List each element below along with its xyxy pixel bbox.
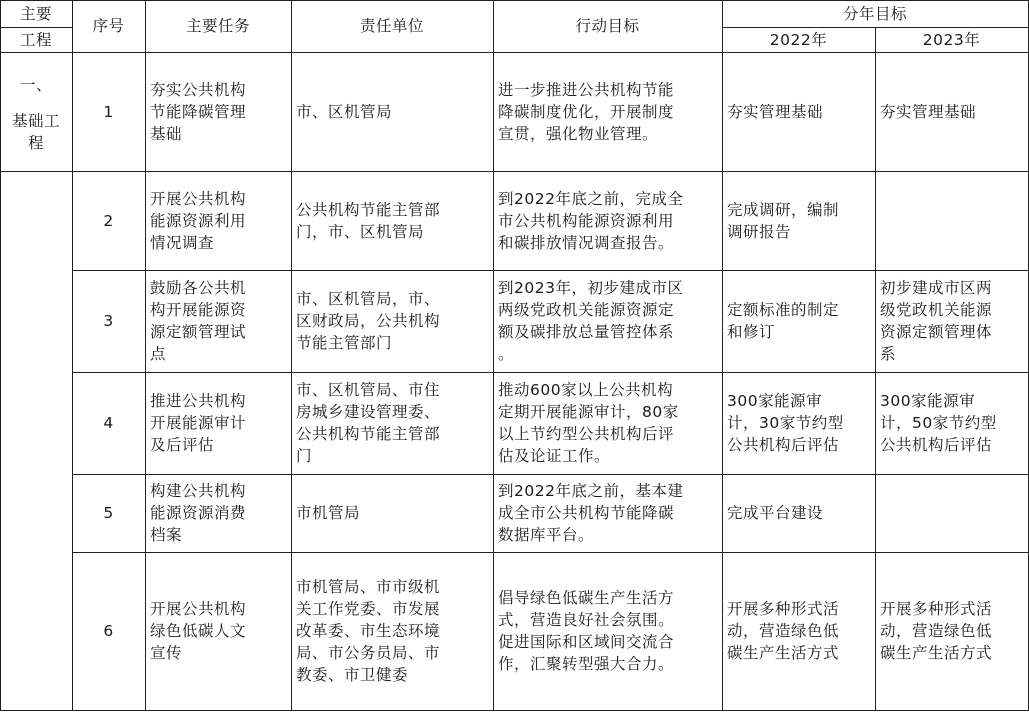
- row-goal-line: 宣贯，强化物业管理。: [498, 124, 659, 143]
- row-task-line: 能源资源利用: [150, 211, 247, 230]
- row-task: [145, 171, 291, 270]
- row-target-2023-line: 级党政机关能源: [880, 301, 993, 319]
- column-divider: [0, 0, 1, 711]
- row-goal-line: 到2022年底之前，完成全: [498, 189, 684, 208]
- row-task-line: 夯实公共机构: [150, 80, 247, 99]
- row-task-line: 节能降碳管理: [150, 102, 247, 121]
- column-divider: [145, 0, 146, 711]
- row-task: [145, 270, 291, 372]
- row-target-2022-line: 动，营造绿色低: [727, 622, 840, 640]
- header-seq-line: 序号: [92, 17, 125, 35]
- column-divider: [291, 0, 292, 711]
- row-unit-line: 房城乡建设管理委、: [296, 403, 441, 421]
- row-goal-line: 估及论证工作。: [498, 447, 611, 465]
- header-goal-line: 行动目标: [575, 17, 640, 35]
- header-task-line: 主要任务: [185, 17, 250, 35]
- row-unit: [291, 552, 493, 710]
- row-target-2022: [722, 171, 875, 270]
- column-divider: [875, 27, 876, 711]
- row-task-line: 鼓励各公共机: [150, 279, 247, 297]
- column-divider: [493, 0, 494, 711]
- row-task-line: 推进公共机构: [150, 392, 247, 410]
- row-target-2022: [722, 372, 875, 474]
- row-target-2022: [722, 270, 875, 372]
- row-task-line: 宣传: [150, 644, 183, 662]
- row-target-2022-line: 公共机构后评估: [727, 436, 840, 454]
- row-seq: [72, 372, 145, 474]
- row-goal-line: 到2023年，初步建成市区: [498, 279, 684, 297]
- row-goal-line: 市公共机构能源资源利用: [498, 211, 675, 230]
- row-target-2022-line: 调研报告: [727, 222, 792, 241]
- row-goal-line: 成全市公共机构节能降碳: [498, 504, 675, 522]
- row-unit-line: 市机管局、市市级机: [296, 578, 441, 596]
- row-target-2023-line: 碳生产生活方式: [880, 644, 993, 662]
- row-target-2023: [875, 474, 1028, 552]
- row-target-2023-line: 初步建成市区两: [880, 279, 993, 297]
- column-divider: [72, 0, 73, 711]
- header-main-project-line1: [0, 0, 72, 27]
- row-seq: [72, 171, 145, 270]
- row-target-2022-line: 开展多种形式活: [727, 600, 840, 618]
- header-2022: [722, 27, 875, 52]
- row-goal: [493, 552, 722, 710]
- row-unit-line: 门: [296, 447, 313, 465]
- row-task-line: 开展能源审计: [150, 414, 247, 432]
- row-task-line: 绿色低碳人文: [150, 622, 247, 640]
- group-divider: [0, 171, 30, 172]
- row-task-line: 开展公共机构: [150, 600, 247, 618]
- row-goal-line: 到2022年底之前，基本建: [498, 482, 684, 500]
- row-goal-line: 和碳排放情况调查报告。: [498, 233, 675, 252]
- row-seq: [72, 474, 145, 552]
- row-task-line: 源定额管理试: [150, 323, 247, 341]
- row-goal: [493, 474, 722, 552]
- row-target-2022: [722, 552, 875, 710]
- row-task-line: 构开展能源资: [150, 301, 247, 319]
- row-target-2023-line: 夯实管理基础: [880, 102, 977, 121]
- border-top: [0, 0, 1029, 1]
- row-unit-line: 市机管局: [296, 504, 361, 522]
- row-divider: [72, 372, 1029, 373]
- header-2023: [875, 27, 1028, 52]
- row-unit-line: 公共机构节能主管部: [296, 425, 441, 443]
- row-unit-line: 市、区机管局、市住: [296, 381, 441, 399]
- header-unit-line: 责任单位: [359, 17, 424, 35]
- row-goal-line: 作，汇聚转型强大合力。: [498, 655, 675, 673]
- header-seq: [72, 0, 145, 52]
- row-seq-line: 4: [103, 414, 114, 432]
- row-task: [145, 52, 291, 171]
- row-task-line: 开展公共机构: [150, 189, 247, 208]
- row-seq-line: 2: [103, 211, 114, 230]
- row-target-2022-line: 完成调研，编制: [727, 200, 840, 219]
- row-seq-line: 6: [103, 622, 114, 640]
- row-task-line: 情况调查: [150, 233, 215, 252]
- row-task-line: 点: [150, 345, 167, 363]
- row-unit: [291, 372, 493, 474]
- row-target-2023-line: 资源定额管理体: [880, 323, 993, 341]
- row-goal-line: 。: [498, 345, 515, 363]
- row-unit-line: 关工作党委、市发展: [296, 600, 441, 618]
- row-seq: [72, 552, 145, 710]
- row-unit-line: 公共机构节能主管部: [296, 200, 441, 219]
- header-main-project-line2: [0, 27, 72, 52]
- row-target-2023: [875, 270, 1028, 372]
- row-target-2023-line: 动，营造绿色低: [880, 622, 993, 640]
- row-goal: [493, 171, 722, 270]
- row-divider: [72, 552, 1029, 553]
- header-annual: [722, 0, 1028, 27]
- project-group-line3: 程: [27, 134, 44, 152]
- header-main-project-line2-line: 工程: [19, 30, 52, 49]
- row-unit-line: 区财政局，公共机构: [296, 312, 441, 330]
- project-group-line1: 一、: [19, 76, 52, 94]
- row-goal-line: 式，营造良好社会氛围。: [498, 611, 675, 629]
- row-target-2022: [722, 474, 875, 552]
- row-target-2023-line: 开展多种形式活: [880, 600, 993, 618]
- row-task: [145, 372, 291, 474]
- header-split-left: [0, 27, 72, 28]
- row-task-line: 档案: [150, 526, 183, 544]
- row-unit-line: 市、区机管局，市、: [296, 290, 441, 308]
- row-goal: [493, 270, 722, 372]
- row-divider: [72, 270, 1029, 271]
- row-task: [145, 474, 291, 552]
- row-task-line: 基础: [150, 124, 183, 143]
- row-goal-line: 额及碳排放总量管控体系: [498, 323, 675, 341]
- row-goal-line: 两级党政机关能源资源定: [498, 301, 675, 319]
- row-unit-line: 门，市、区机管局: [296, 222, 425, 241]
- row-target-2023-line: 系: [880, 345, 897, 363]
- row-goal-line: 数据库平台。: [498, 526, 595, 544]
- row-target-2023: [875, 171, 1028, 270]
- row-target-2023: [875, 552, 1028, 710]
- row-task: [145, 552, 291, 710]
- row-target-2022-line: 完成平台建设: [727, 504, 824, 522]
- row-seq-line: 3: [103, 312, 114, 330]
- row-goal-line: 倡导绿色低碳生产生活方: [498, 589, 675, 607]
- row-target-2023: [875, 52, 1028, 171]
- row-unit-line: 局、市公务员局、市: [296, 644, 441, 662]
- row-goal: [493, 52, 722, 171]
- header-2023-line: 2023年: [922, 30, 981, 49]
- row-target-2022-line: 夯实管理基础: [727, 102, 824, 121]
- row-target-2022-line: 300家能源审: [727, 392, 823, 410]
- row-unit: [291, 52, 493, 171]
- header-2022-line: 2022年: [769, 30, 828, 49]
- row-unit-line: 改革委、市生态环境: [296, 622, 441, 640]
- row-goal-line: 以上节约型公共机构后评: [498, 425, 675, 443]
- row-task-line: 能源资源消费: [150, 504, 247, 522]
- row-seq: [72, 270, 145, 372]
- row-target-2022-line: 定额标准的制定: [727, 301, 840, 319]
- project-group-label: [0, 52, 72, 171]
- row-unit: [291, 171, 493, 270]
- header-goal: [493, 0, 722, 52]
- row-target-2022-line: 计，30家节约型: [727, 414, 844, 432]
- row-goal-line: 推动600家以上公共机构: [498, 381, 674, 399]
- column-divider: [722, 0, 723, 711]
- header-main-project-line1-line: 主要: [19, 4, 52, 23]
- row-unit: [291, 270, 493, 372]
- row-target-2023: [875, 372, 1028, 474]
- row-divider: [72, 474, 1029, 475]
- row-unit-line: 教委、市卫健委: [296, 666, 409, 684]
- row-target-2022-line: 和修订: [727, 323, 776, 341]
- row-goal: [493, 372, 722, 474]
- header-annual-line: 分年目标: [842, 4, 907, 23]
- row-unit-line: 市、区机管局: [296, 102, 393, 121]
- header-unit: [291, 0, 493, 52]
- row-unit-line: 节能主管部门: [296, 334, 393, 352]
- row-target-2022: [722, 52, 875, 171]
- row-goal-line: 进一步推进公共机构节能: [498, 80, 675, 99]
- row-task-line: 构建公共机构: [150, 482, 247, 500]
- row-seq-line: 1: [103, 102, 114, 121]
- row-goal-line: 降碳制度优化，开展制度: [498, 102, 675, 121]
- row-unit: [291, 474, 493, 552]
- row-target-2023-line: 计，50家节约型: [880, 414, 997, 432]
- project-group-line2: 基础工: [11, 112, 60, 130]
- row-goal-line: 促进国际和区域间交流合: [498, 633, 675, 651]
- row-task-line: 及后评估: [150, 436, 215, 454]
- row-goal-line: 定期开展能源审计，80家: [498, 403, 679, 421]
- header-task: [145, 0, 291, 52]
- row-target-2022-line: 碳生产生活方式: [727, 644, 840, 662]
- row-seq: [72, 52, 145, 171]
- row-seq-line: 5: [103, 504, 114, 522]
- row-target-2023-line: 公共机构后评估: [880, 436, 993, 454]
- row-target-2023-line: 300家能源审: [880, 392, 976, 410]
